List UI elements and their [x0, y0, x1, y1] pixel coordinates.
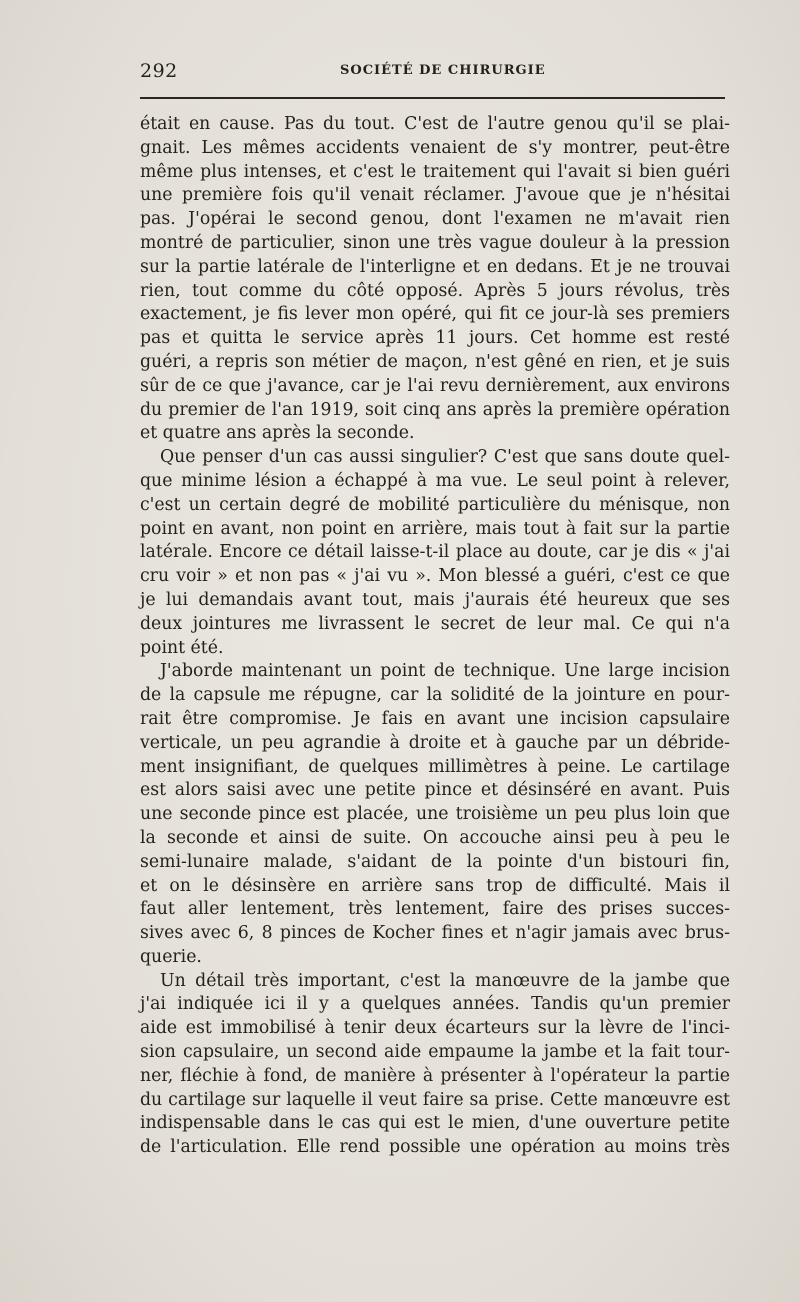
- text-line: et on le désinsère en arrière sans trop de difficulté. Mais il: [140, 875, 730, 896]
- text-line: de la capsule me répugne, car la solidité de la jointure en pour-: [140, 685, 730, 706]
- text-line: exactement, je fis lever mon opéré, qui fit ce jour-là ses premiers: [140, 304, 730, 325]
- text-line: ment insignifiant, de quelques millimètres à peine. Le cartilage: [140, 756, 730, 777]
- text-line: sûr de ce que j'avance, car je l'ai revu dernièrement, aux environs: [140, 375, 730, 396]
- text-line: verticale, un peu agrandie à droite et à gauche par un débride-: [140, 732, 730, 753]
- text-line: du cartilage sur laquelle il veut faire sa prise. Cette manœuvre est: [140, 1089, 730, 1110]
- text-line: j'ai indiquée ici il y a quelques années. Tandis qu'un premier: [140, 994, 730, 1015]
- text-line: rait être compromise. Je fais en avant une incision capsulaire: [140, 708, 730, 729]
- text-line: et quatre ans après la seconde.: [140, 423, 415, 444]
- page-header: [140, 60, 725, 84]
- text-line: pas. J'opérai le second genou, dont l'examen ne m'avait rien: [140, 209, 730, 230]
- text-line: même plus intenses, et c'est le traitement qui l'avait si bien guéri: [140, 161, 730, 182]
- text-line: je lui demandais avant tout, mais j'aurais été heureux que ses: [140, 589, 730, 610]
- text-line: est alors saisi avec une petite pince et désinséré en avant. Puis: [140, 780, 730, 801]
- text-line: J'aborde maintenant un point de technique. Une large incision: [160, 661, 730, 682]
- text-line: sives avec 6, 8 pinces de Kocher fines et n'agir jamais avec brus-: [140, 923, 730, 944]
- text-line: cru voir » et non pas « j'ai vu ». Mon blessé a guéri, c'est ce que: [140, 566, 730, 587]
- text-line: pas et quitta le service après 11 jours. Cet homme est resté: [140, 328, 730, 349]
- text-line: latérale. Encore ce détail laisse-t-il place au doute, car je dis « j'ai: [140, 542, 730, 563]
- text-line: c'est un certain degré de mobilité particulière du ménisque, non: [140, 494, 730, 515]
- header-rule: [140, 97, 725, 99]
- text-line: gnait. Les mêmes accidents venaient de s'y montrer, peut-être: [140, 137, 730, 158]
- text-line: du premier de l'an 1919, soit cinq ans après la première opération: [140, 399, 730, 420]
- text-line: de l'articulation. Elle rend possible une opération au moins très: [140, 1137, 730, 1158]
- text-line: montré de particulier, sinon une très vague douleur à la pression: [140, 232, 730, 253]
- text-line: point en avant, non point en arrière, mais tout à fait sur la partie: [140, 518, 730, 539]
- text-line: était en cause. Pas du tout. C'est de l'autre genou qu'il se plai-: [140, 114, 730, 134]
- text-line: guéri, a repris son métier de maçon, n'est gêné en rien, et je suis: [140, 351, 730, 372]
- text-line: indispensable dans le cas qui est le mien, d'une ouverture petite: [140, 1113, 730, 1134]
- page-number: 292: [140, 60, 178, 82]
- text-line: deux jointures me livrassent le secret de leur mal. Ce qui n'a: [140, 613, 730, 634]
- text-line: une seconde pince est placée, une troisième un peu plus loin que: [140, 804, 730, 825]
- text-line: faut aller lentement, très lentement, faire des prises succes-: [140, 899, 730, 920]
- text-line: querie.: [140, 946, 202, 967]
- text-line: Un détail très important, c'est la manœuvre de la jambe que: [160, 970, 730, 991]
- text-line: que minime lésion a échappé à ma vue. Le seul point à relever,: [140, 470, 730, 491]
- text-line: Que penser d'un cas aussi singulier? C'est que sans doute quel-: [160, 447, 730, 468]
- text-line: ner, fléchie à fond, de manière à présenter à l'opérateur la partie: [140, 1065, 730, 1086]
- text-line: une première fois qu'il venait réclamer. J'avoue que je n'hésitai: [140, 185, 730, 206]
- text-line: sur la partie latérale de l'interligne et en dedans. Et je ne trouvai: [140, 256, 730, 277]
- body-text: [140, 113, 730, 1160]
- text-line: point été.: [140, 637, 224, 658]
- text-line: semi-lunaire malade, s'aidant de la pointe d'un bistouri fin,: [140, 851, 730, 872]
- running-head: SOCIÉTÉ DE CHIRURGIE: [340, 63, 546, 78]
- text-line: rien, tout comme du côté opposé. Après 5 jours révolus, très: [140, 280, 730, 301]
- text-line: sion capsulaire, un second aide empaume la jambe et la fait tour-: [140, 1042, 730, 1063]
- text-line: la seconde et ainsi de suite. On accouche ainsi peu à peu le: [140, 827, 730, 848]
- text-line: aide est immobilisé à tenir deux écarteurs sur la lèvre de l'inci-: [140, 1018, 730, 1039]
